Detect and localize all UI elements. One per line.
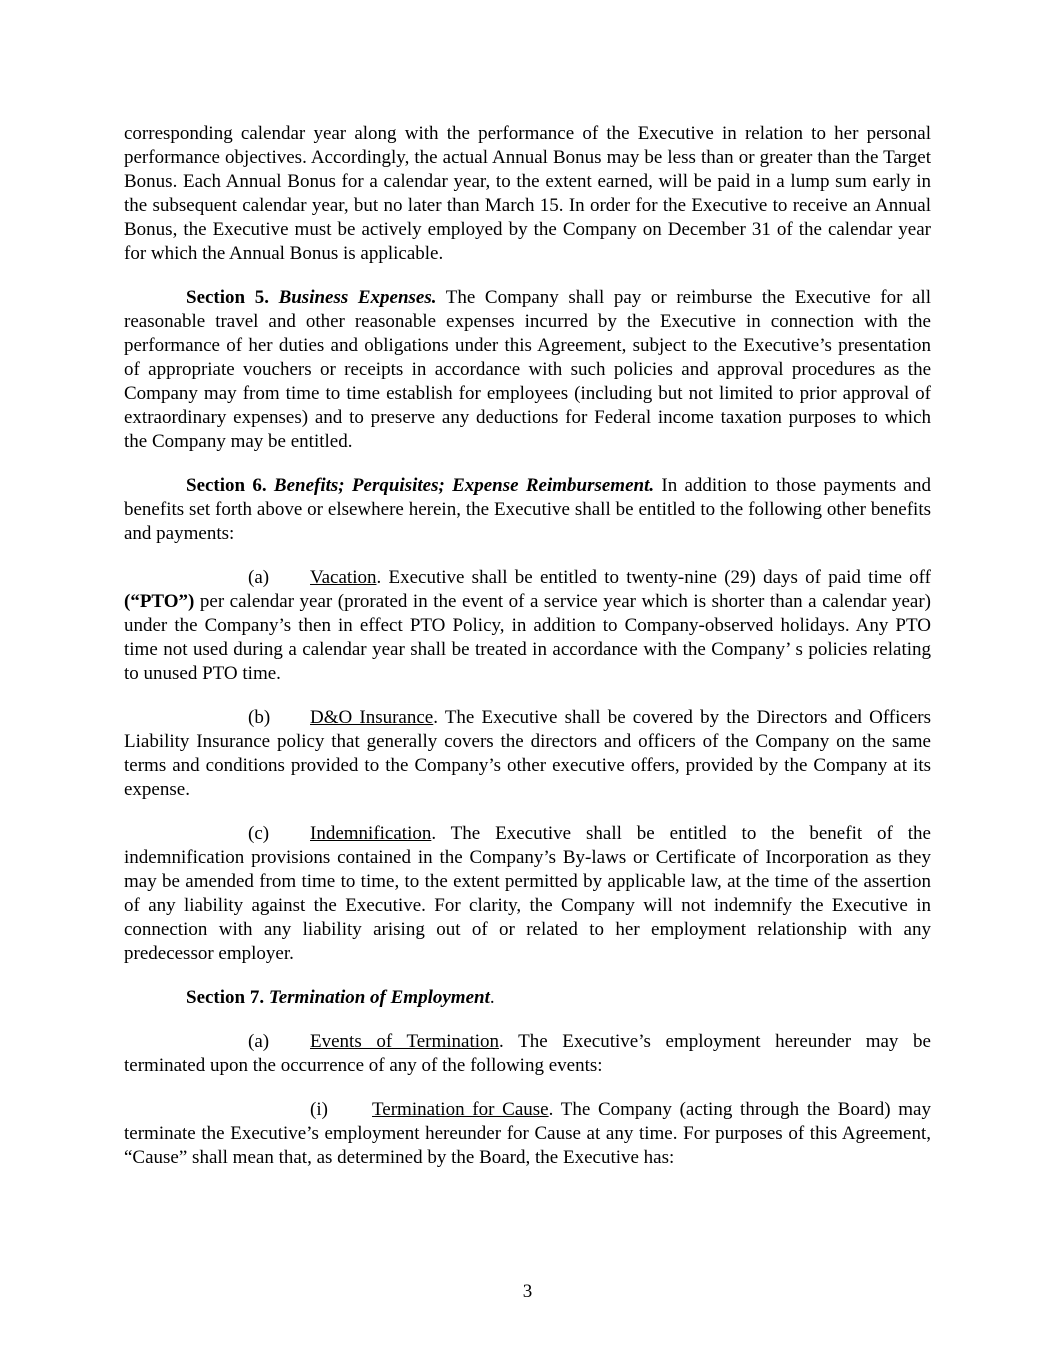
section-7a-heading: Events of Termination: [310, 1031, 500, 1052]
section-6c-paragraph: [124, 822, 931, 966]
section-5-text: The Company shall pay or reimburse the Executive for all reasonable travel and other reasonable expenses incurred by the Executive in connection with the performance of her duties and obligations under this Agreement, subject to the Executive’s presentation of appropriate vouchers or receipts in accordance with such policies and approval procedures as the Company may from time to time establish for employees (including but not limited to prior approval of extraordinary expenses) and to preserve any deductions for Federal income taxation purposes to which the Company may be entitled.: [124, 287, 931, 452]
section-6-text: In addition to those payments and benefits set forth above or elsewhere herein, the Executive shall be entitled to the following other benefits and payments:: [124, 475, 932, 544]
intro-paragraph: corresponding calendar year along with the performance of the Executive in relation to her personal performance objectives. Accordingly, the actual Annual Bonus may be less than or greater than the Target Bonus. Each Annual Bonus for a calendar year, to the extent earned, will be paid in a lump sum early in the subsequent calendar year, but no later than March 15. In order for the Executive to receive an Annual Bonus, the Executive must be actively employed by the Company on December 31 of the calendar year for which the Annual Bonus is applicable.: [124, 123, 931, 264]
section-6b-number: (b): [248, 707, 271, 728]
section-6-label: Section 6.: [186, 475, 267, 496]
page-number: 3: [522, 1281, 533, 1302]
document-page: [124, 122, 931, 1190]
section-7a-number: (a): [248, 1031, 270, 1052]
pto-open-quote: (“: [124, 591, 140, 612]
section-7-period: .: [489, 987, 495, 1008]
section-7-label: Section 7.: [186, 987, 265, 1008]
section-7ai-heading: Termination for Cause: [372, 1099, 549, 1120]
section-7ai-number: (i): [310, 1099, 328, 1120]
section-5-label: Section 5.: [186, 287, 269, 308]
section-6a-text1: . Executive shall be entitled to twenty-nine (29) days of paid time off: [376, 567, 931, 588]
pto-term: PTO: [139, 591, 179, 612]
section-6b-heading: D&O Insurance: [310, 707, 434, 728]
section-5-paragraph: [124, 286, 931, 454]
section-7ai-text: . The Company (acting through the Board) may terminate the Executive’s employment hereunder for Cause at any time. For purposes of this Agreement, “Cause” shall mean that, as determined by the Board, the Executive has:: [124, 1099, 931, 1168]
pto-close-quote: ”): [178, 591, 195, 612]
section-7ai-paragraph: [124, 1098, 931, 1170]
section-7a-paragraph: [124, 1030, 931, 1078]
section-6b-paragraph: [124, 706, 931, 802]
section-6-title: Benefits; Perquisites; Expense Reimbursement.: [273, 475, 655, 496]
section-6a-paragraph: [124, 566, 931, 686]
section-6c-text: . The Executive shall be entitled to the benefit of the indemnification provisions contained in the Company’s By-laws or Certificate of Incorporation as they may be amended from time to time, to the extent permitted by applicable law, at the time of the assertion of any liability against the Executive. For clarity, the Company will not indemnify the Executive in connection with any liability arising out of or related to her employment relationship with any predecessor employer.: [124, 823, 931, 964]
section-7a-text: . The Executive’s employment hereunder may be terminated upon the occurrence of any of the following events:: [124, 1031, 931, 1076]
section-7-paragraph: [124, 986, 931, 1010]
section-6c-heading: Indemnification: [310, 823, 432, 844]
section-5-title: Business Expenses.: [278, 287, 437, 308]
section-6b-text: . The Executive shall be covered by the Directors and Officers Liability Insurance policy that generally covers the directors and officers of the Company on the same terms and conditions provided to the Company’s other executive offers, provided by the Company at its expense.: [124, 707, 932, 800]
section-6a-text2: per calendar year (prorated in the event of a service year which is shorter than a calendar year) under the Company’s then in effect PTO Policy, in addition to Company-observed holidays. Any PTO time not used during a calendar year shall be treated in accordance with the Company’ s policies relating to unused PTO time.: [124, 591, 931, 684]
section-6a-heading: Vacation: [310, 567, 377, 588]
section-7-title: Termination of Employment: [268, 987, 490, 1008]
section-6-paragraph: [124, 474, 931, 546]
section-6c-number: (c): [248, 823, 270, 844]
section-6a-number: (a): [248, 567, 270, 588]
